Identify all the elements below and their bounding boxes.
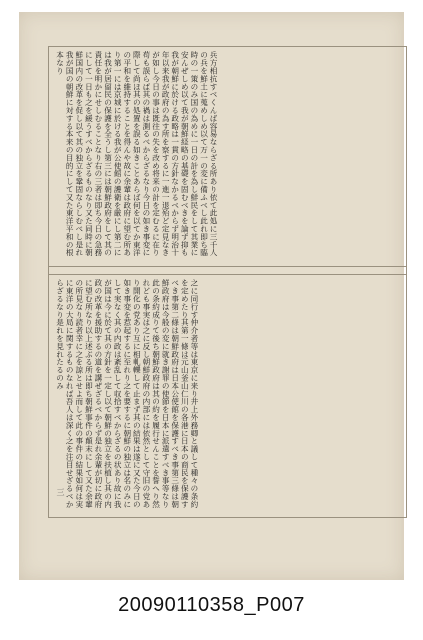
image-id-caption: 20090110358_P007	[118, 594, 305, 616]
lower-text-panel	[49, 274, 406, 518]
document-page	[19, 12, 404, 580]
lower-vertical-text: 之に同行す仲介者等は東京に来り井上外務卿と議して種々の条約を定めたり其第一條は元山釜山仁川の各港に日本の商民を保護すべき事第二條は朝鮮政府は日本公使館を保護すべき事第三條は朝鮮政府は今般の変に就き謝罪の使節を日本に派遣すべき事等なり此の条約成りて後ち朝鮮政府は其の約を履行せんことを誓へり然れども事実は之に反し朝鮮政府の内部には依然として守旧の党あり開化の党あり互に相軋轢して止まず其の結果は遂に又た今日の如き事変を惹起するに至れり之を要するに朝鮮の独立は名のみにして実なく其の内政は紊乱して収拾すべからざるの状あり故に我が国は今に於て其の方針を一定し以て朝鮮の独立を扶植し其の内政の改革を援助するの道を講ぜざるべからず是れ余輩が切に政府に望む所なり以上述ぶる所は即ち朝鮮事件の顛末にして又た余輩の所見なり読者幸に之を諒とせよ而して此の事件の結果如何は実に東洋の大局に関するものなれば吾人は深く之を注目せざるべからざるなり是れを見れたるのみ	[55, 279, 199, 509]
upper-vertical-text: 兵方相抗すべくんば容易ならざる所あり依て此処に三千人の兵を鮮土に蒐めしめ以て万一の変に備ふべし此れ即ち臨時の一策のみ国の為めに一日の計を為し鮮民をして其業に安んぜしめ以て我が朝鮮経略の基礎を固むべきを論ず抑も我が朝鮮に於ける政略は一貫の方針なかるべからず明治十年以来我が政府の為す所を察するに一進一退殆ど定見なきが如し今日の事は既往の失を改め将来の計を定むるに在り苟も誤らば其の禍は測るべからざるなり今日の如き事変に際して尚ほ其の処置を誤る如きことあらば何を以てか東洋の平和を維持することを得んや故に余輩は政府に望む所あり第一には京城に於ける我が公使館の護衛を厳にし第二には我が居留民の保護を全うし第三には朝鮮政府をして其の責任を明かにせしむることなり右の三者は即ち今日の急務にして一日も之を緩うすべからざるものなり又た同時に朝鮮国内の改革を促し以て其の独立を鞏固ならしむべし是れ我が国の朝鮮に対する本来の目的にして又た東洋平和の根本なり	[55, 51, 219, 257]
text-frame	[48, 46, 407, 518]
page-number: 三	[56, 488, 65, 496]
upper-text-panel	[49, 47, 406, 267]
